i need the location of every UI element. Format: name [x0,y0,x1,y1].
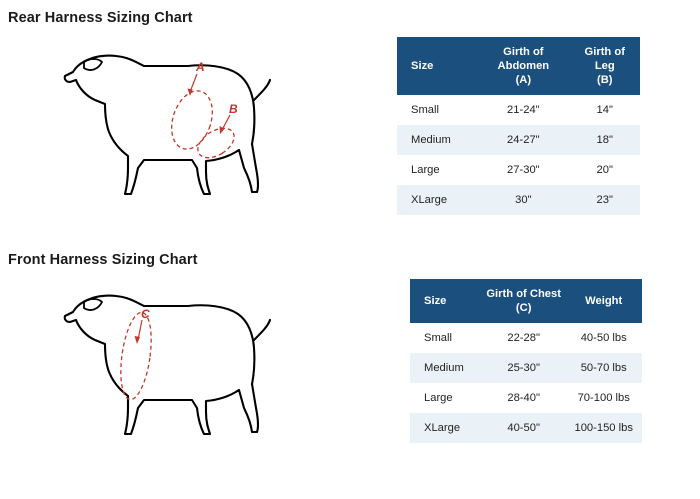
front-header-weight [565,279,642,323]
front-header-chest-line1: Girth of Chest [486,288,561,300]
table-row [410,383,642,413]
table-row [397,185,640,215]
cell-size: Large [397,155,477,185]
table-row [410,353,642,383]
front-header-chest-line2: (C) [515,302,532,314]
cell-leg: 18" [570,125,640,155]
front-dog-diagram [40,278,300,468]
rear-sizing-table [397,37,640,215]
cell-size: Large [410,383,482,413]
rear-table-body [397,95,640,215]
rear-harness-section [0,0,700,240]
rear-header-abdomen [477,37,569,95]
rear-header-leg [570,37,640,95]
table-row [397,95,640,125]
cell-size: Small [397,95,477,125]
cell-chest: 28-40" [482,383,566,413]
cell-abdomen: 24-27" [477,125,569,155]
rear-header-size [397,37,477,95]
rear-header-abdomen-line2: (A) [515,74,532,86]
rear-header-leg-line2: (B) [596,74,613,86]
rear-section-title: Rear Harness Sizing Chart [8,10,193,26]
front-header-chest [482,279,566,323]
front-header-size-line1: Size [424,295,447,307]
table-header-row [397,37,640,95]
label-c-text: C [141,307,150,321]
cell-chest: 40-50" [482,413,566,443]
cell-weight: 100-150 lbs [565,413,642,443]
label-b-text: B [229,102,238,116]
cell-chest: 22-28" [482,323,566,353]
front-section-title: Front Harness Sizing Chart [8,252,198,268]
cell-leg: 20" [570,155,640,185]
cell-leg: 14" [570,95,640,125]
rear-table-header [397,37,640,95]
cell-leg: 23" [570,185,640,215]
cell-size: Medium [410,353,482,383]
rear-header-abdomen-line1: Girth of Abdomen [497,46,550,72]
front-sizing-table [410,279,642,443]
table-row [397,125,640,155]
front-header-weight-line1: Weight [585,295,623,307]
cell-size: Medium [397,125,477,155]
front-table-body [410,323,642,443]
cell-abdomen: 21-24" [477,95,569,125]
rear-header-leg-line1: Girth of Leg [584,46,625,72]
cell-weight: 50-70 lbs [565,353,642,383]
front-harness-section [0,240,700,499]
cell-size: XLarge [410,413,482,443]
cell-weight: 40-50 lbs [565,323,642,353]
label-a-text: A [196,60,205,74]
table-header-row [410,279,642,323]
cell-abdomen: 27-30" [477,155,569,185]
cell-size: XLarge [397,185,477,215]
cell-size: Small [410,323,482,353]
table-row [410,413,642,443]
table-row [410,323,642,353]
front-header-size [410,279,482,323]
front-table-header [410,279,642,323]
cell-chest: 25-30" [482,353,566,383]
cell-weight: 70-100 lbs [565,383,642,413]
rear-dog-diagram [40,38,300,228]
cell-abdomen: 30" [477,185,569,215]
rear-header-size-line1: Size [411,60,434,72]
table-row [397,155,640,185]
